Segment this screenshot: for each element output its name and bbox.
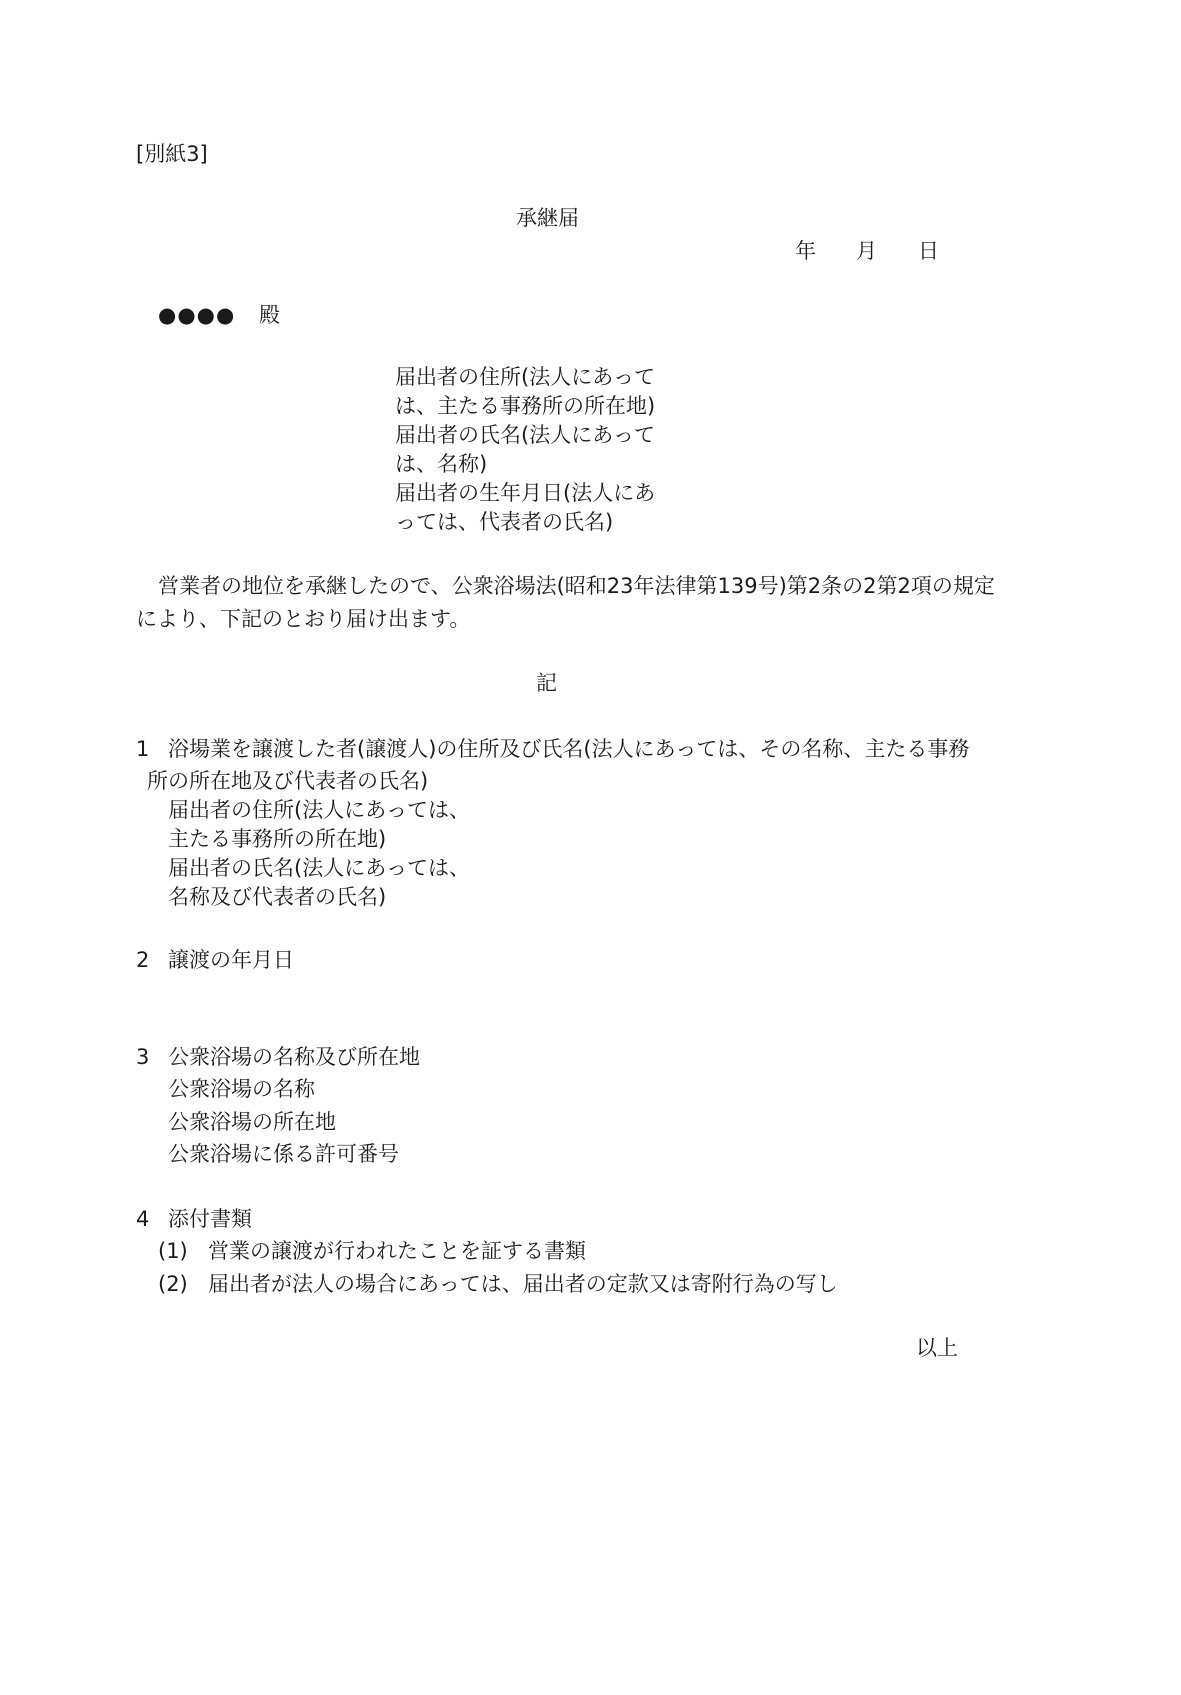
applicant-line: は、主たる事務所の所在地)	[395, 394, 656, 418]
item-number: 3	[136, 1045, 150, 1069]
item1-line: 届出者の氏名(法人にあっては、	[168, 856, 470, 880]
item2-title: 譲渡の年月日	[168, 948, 294, 972]
item1-title-line1: 浴場業を譲渡した者(譲渡人)の住所及び氏名(法人にあっては、その名称、主たる事務	[168, 737, 970, 761]
subitem-number: (1)	[158, 1239, 188, 1263]
item-number: 2	[136, 948, 150, 972]
closing-text: 以上	[916, 1336, 958, 1360]
body-paragraph-line: 営業者の地位を承継したので、公衆浴場法(昭和23年法律第139号)第2条の2第2項の規定	[158, 574, 995, 598]
item3-line: 公衆浴場の所在地	[168, 1110, 336, 1134]
item3-title: 公衆浴場の名称及び所在地	[168, 1045, 420, 1069]
annex-label: [別紙3]	[136, 142, 208, 166]
item1-line: 届出者の住所(法人にあっては、	[168, 798, 470, 822]
date-month-label: 月	[856, 239, 877, 263]
subitem-text: 届出者が法人の場合にあっては、届出者の定款又は寄附行為の写し	[208, 1272, 838, 1296]
date-day-label: 日	[918, 239, 939, 263]
item3-line: 公衆浴場に係る許可番号	[168, 1142, 399, 1166]
item-number: 1	[136, 737, 150, 761]
item1-title-line2: 所の所在地及び代表者の氏名)	[147, 769, 429, 793]
applicant-line: 届出者の住所(法人にあって	[395, 365, 655, 389]
subitem-number: (2)	[158, 1272, 188, 1296]
applicant-line: 届出者の氏名(法人にあって	[395, 423, 655, 447]
item1-line: 主たる事務所の所在地)	[168, 827, 387, 851]
item3-line: 公衆浴場の名称	[168, 1077, 315, 1101]
applicant-line: 届出者の生年月日(法人にあ	[395, 481, 656, 505]
item4-title: 添付書類	[168, 1207, 252, 1231]
addressee-honorific: 殿	[259, 303, 280, 327]
item1-line: 名称及び代表者の氏名)	[168, 885, 387, 909]
applicant-line: は、名称)	[395, 452, 488, 476]
date-year-label: 年	[795, 239, 816, 263]
subitem-text: 営業の譲渡が行われたことを証する書類	[208, 1239, 586, 1263]
addressee-name: ●●●●	[158, 303, 236, 327]
document-title: 承継届	[516, 206, 579, 230]
applicant-line: っては、代表者の氏名)	[395, 510, 614, 534]
body-paragraph-line: により、下記のとおり届け出ます。	[136, 607, 471, 631]
item-number: 4	[136, 1207, 150, 1231]
ki-heading: 記	[536, 671, 557, 695]
